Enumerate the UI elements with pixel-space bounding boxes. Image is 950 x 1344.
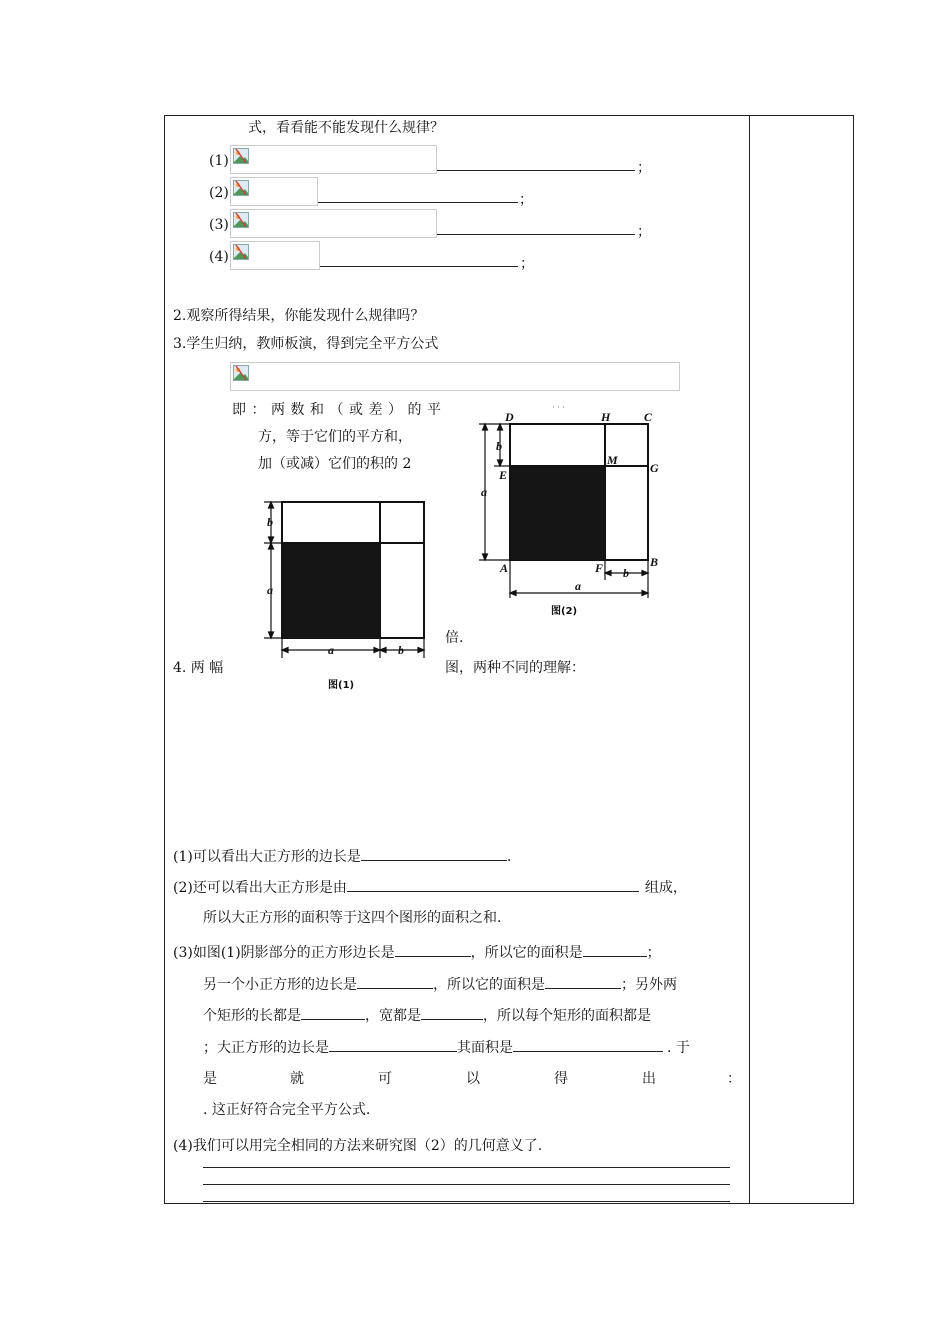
question-4-suffix: 图，两种不同的理解： — [445, 660, 585, 676]
spread-char-5: 得 — [554, 1071, 568, 1087]
paragraph-3-blank-1[interactable] — [395, 941, 471, 957]
figure-2-point-C: C — [644, 410, 653, 424]
item-suffix-1: ； — [637, 160, 651, 176]
figure-1-label-a-bottom: a — [328, 643, 334, 657]
paragraph-3-k: 其面积是 — [457, 1040, 513, 1056]
paragraph-3-line-1 — [173, 941, 661, 962]
paragraph-3-f: ；另外两 — [621, 977, 677, 993]
paragraph-3-a: (3)如图(1)阴影部分的正方形边长是 — [173, 945, 395, 961]
paragraph-3-l: . 于 — [667, 1040, 690, 1056]
item-label-4: (4) — [209, 249, 229, 265]
spread-char-7: ： — [727, 1071, 741, 1087]
broken-image-icon — [233, 244, 249, 260]
spread-char-3: 可 — [378, 1071, 392, 1087]
broken-image-icon — [233, 148, 249, 164]
formula-image-3 — [230, 209, 437, 238]
paragraph-3-end: . 这正好符合完全平方公式. — [203, 1102, 371, 1118]
figure-1-caption: 图(1) — [328, 680, 355, 691]
paragraph-2-text: (2)还可以看出大正方形是由 — [173, 880, 347, 896]
figure-2-label-a-left: a — [481, 485, 487, 499]
paragraph-3-b: ，所以它的面积是 — [470, 945, 583, 961]
figure-2-dots: · · · — [552, 403, 565, 412]
paragraph-3-line-2 — [203, 973, 677, 994]
paragraph-3-blank-3[interactable] — [357, 973, 433, 989]
item-suffix-3: ； — [637, 224, 651, 240]
item-blank-1[interactable] — [437, 155, 635, 171]
paragraph-3-h: ，宽都是 — [365, 1008, 421, 1024]
answer-line-2[interactable] — [203, 1184, 730, 1185]
table-right-border — [853, 115, 854, 1204]
figure-2-point-E: E — [499, 468, 508, 482]
formula-image-1 — [230, 145, 437, 174]
figure-1 — [258, 496, 434, 696]
spread-char-4: 以 — [466, 1071, 480, 1087]
paragraph-3-e: ，所以它的面积是 — [433, 977, 545, 993]
paragraph-1 — [173, 845, 511, 866]
spread-char-2: 就 — [290, 1071, 304, 1087]
figure-2-label-a-bottom: a — [575, 579, 581, 593]
figure-2-point-D: D — [505, 410, 514, 424]
figure-2-point-A: A — [500, 561, 509, 575]
figure-2 — [474, 400, 670, 622]
table-left-border — [164, 115, 165, 1204]
paragraph-3-line-4 — [203, 1036, 690, 1057]
paragraph-3-blank-5[interactable] — [301, 1004, 365, 1020]
spread-char-6: 出 — [642, 1071, 656, 1087]
paragraph-2-line-2: 所以大正方形的面积等于这四个图形的面积之和. — [203, 910, 502, 926]
item-blank-3[interactable] — [437, 219, 635, 235]
description-line-1: 即：两数和（或差）的平 — [232, 402, 447, 418]
item-suffix-4: ； — [520, 256, 534, 272]
figure-1-label-a-left: a — [267, 583, 273, 597]
paragraph-3-d: 另一个小正方形的边长是 — [203, 977, 357, 993]
answer-line-1[interactable] — [203, 1167, 730, 1168]
paragraph-3-line-5 — [203, 1068, 743, 1088]
paragraph-1-blank[interactable] — [361, 845, 507, 861]
figure-1-label-b-bottom: b — [398, 643, 404, 657]
formula-image-main — [230, 362, 680, 391]
item-label-3: (3) — [209, 217, 229, 233]
table-top-border — [164, 115, 854, 116]
paragraph-1-text: (1)可以看出大正方形的边长是 — [173, 849, 361, 865]
answer-line-3[interactable] — [203, 1201, 730, 1202]
figure-2-point-F: F — [595, 561, 604, 575]
paragraph-3-g: 个矩形的长都是 — [203, 1008, 301, 1024]
item-label-2: (2) — [209, 185, 229, 201]
table-bottom-border — [164, 1203, 854, 1204]
description-line-2: 方，等于它们的平方和， — [258, 429, 412, 445]
paragraph-3-blank-4[interactable] — [545, 973, 621, 989]
figure-2-label-b-left: b — [496, 439, 502, 453]
item-blank-4[interactable] — [320, 251, 518, 267]
paragraph-3-i: ，所以每个矩形的面积都是 — [483, 1008, 651, 1024]
question-4-prefix: 4. 两 幅 — [173, 660, 224, 676]
figure-1-label-b-left: b — [267, 515, 273, 529]
paragraph-2-end: 组成， — [644, 880, 687, 896]
broken-image-icon — [233, 212, 249, 228]
paragraph-3-c: ； — [646, 945, 661, 961]
paragraph-4: (4)我们可以用完全相同的方法来研究图（2）的几何意义了. — [173, 1138, 543, 1154]
figure-2-shaded-square — [511, 467, 605, 560]
paragraph-2 — [173, 876, 687, 897]
question-3: 3.学生归纳，教师板演，得到完全平方公式 — [173, 336, 439, 352]
broken-image-icon — [233, 180, 249, 196]
paragraph-3-blank-8[interactable] — [513, 1036, 663, 1052]
paragraph-1-end: . — [506, 849, 512, 865]
paragraph-3-line-3 — [203, 1004, 651, 1025]
description-bei: 倍. — [445, 630, 464, 646]
formula-image-4 — [230, 241, 320, 270]
paragraph-2-blank[interactable] — [347, 876, 639, 892]
paragraph-3-blank-6[interactable] — [421, 1004, 483, 1020]
figure-2-caption: 图(2) — [551, 606, 578, 617]
description-line-3: 加（或减）它们的积的 2 — [258, 456, 412, 472]
spread-char-1: 是 — [203, 1071, 217, 1087]
item-suffix-2: ； — [519, 192, 533, 208]
figure-2-point-M: M — [607, 453, 618, 467]
question-2: 2.观察所得结果，你能发现什么规律吗？ — [173, 308, 425, 324]
figure-1-shaded-square — [283, 544, 380, 638]
figure-2-point-H: H — [601, 410, 611, 424]
formula-image-2 — [230, 177, 318, 206]
intro-line: 式，看看能不能发现什么规律？ — [248, 120, 444, 136]
paragraph-3-blank-2[interactable] — [583, 941, 647, 957]
item-blank-2[interactable] — [318, 187, 518, 203]
item-label-1: (1) — [209, 153, 229, 169]
figure-2-point-G: G — [650, 461, 659, 475]
paragraph-3-j: ；大正方形的边长是 — [203, 1040, 329, 1056]
table-divider — [749, 115, 750, 1204]
figure-2-point-B: B — [650, 555, 659, 569]
figure-2-label-b-bottom: b — [623, 566, 629, 580]
broken-image-icon — [233, 365, 249, 381]
paragraph-3-blank-7[interactable] — [329, 1036, 457, 1052]
